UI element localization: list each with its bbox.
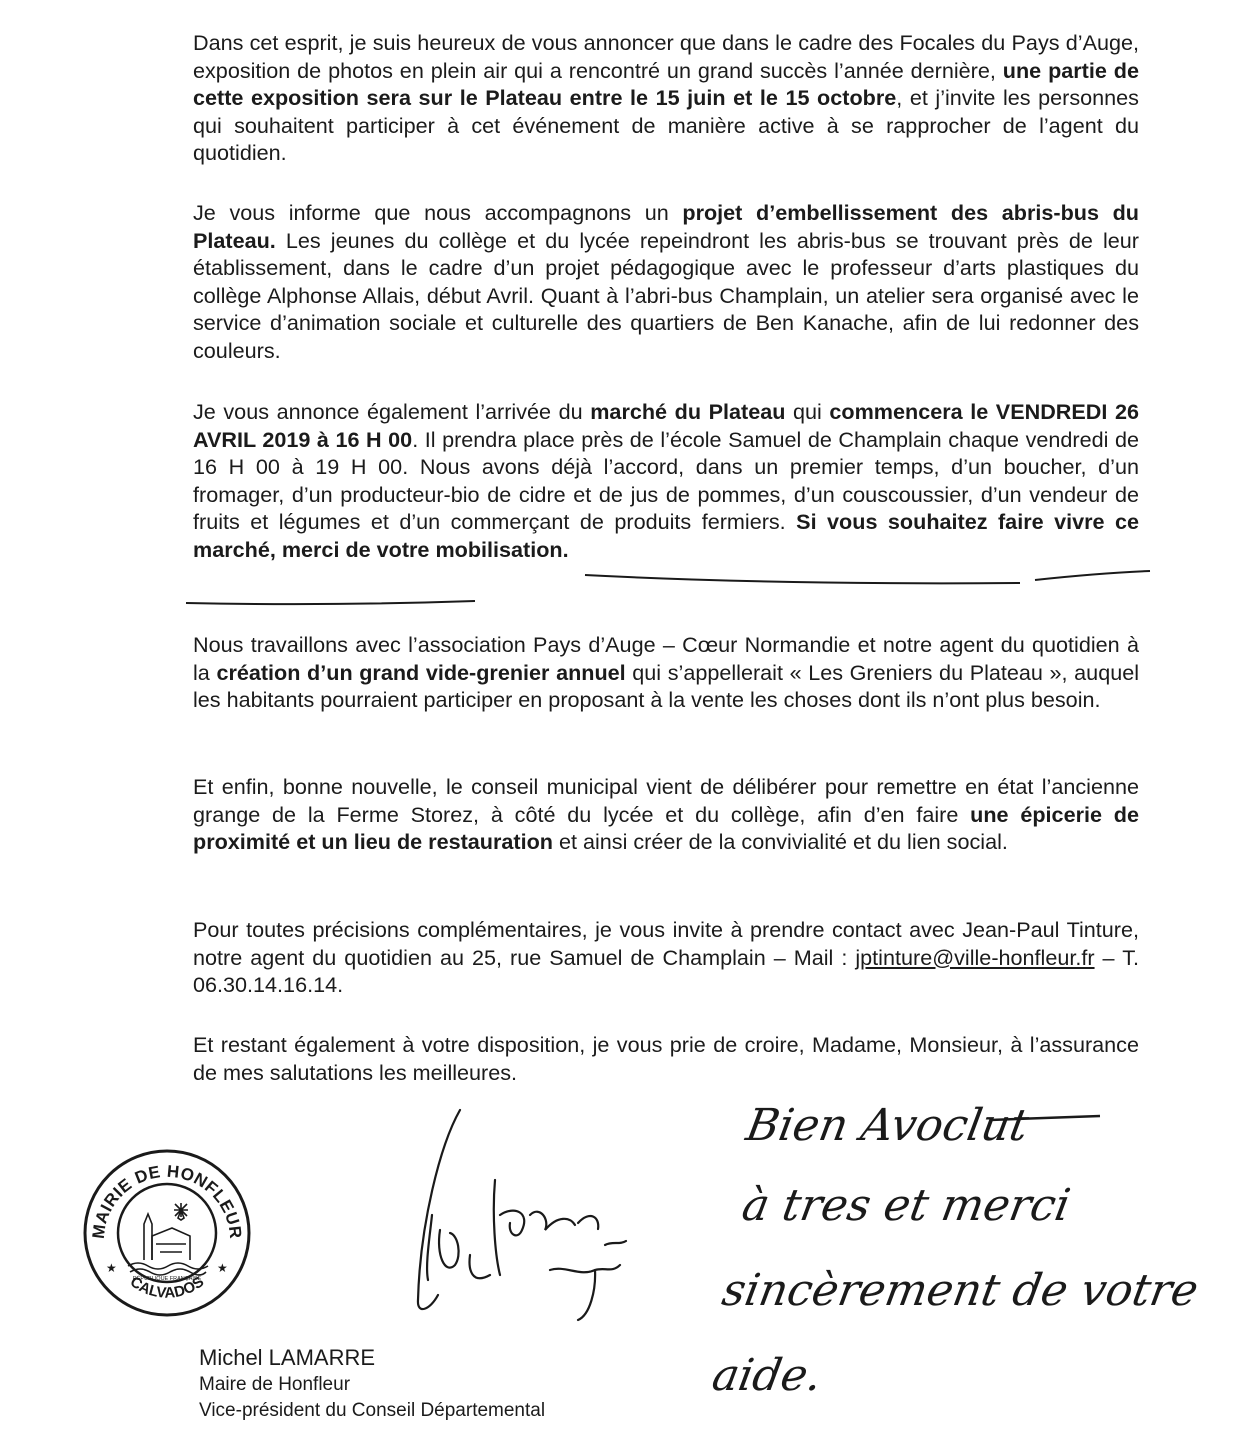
signer-name: Michel LAMARRE xyxy=(199,1345,376,1370)
signature xyxy=(400,1105,650,1335)
body-text: qui s’appellerait « Les Greniers du Plateau », auquel les habitants pourraient participer en proposant à la vente les choses dont ils n’ont plus besoin. xyxy=(193,659,1140,712)
body-text: . Il prendra place près de l’école Samuel de Champlain chaque vendredi de 16 H 00 à 19 H 00. Nous avons déjà l’accord, dans un premier temps, d’un boucher, d’un fromager, d’un producteur-bio de cidre et de jus de pommes, d’un couscoussier, d’un vendeur de fruits et légumes et d’un commerçant de produits fermiers. xyxy=(193,426,1139,534)
svg-text:à tres et merci: à tres et merci xyxy=(738,1180,1074,1231)
bold-text: création d’un grand vide-grenier annuel xyxy=(216,659,626,685)
body-text: , et j’invite les personnes qui souhaitent participer à cet événement de manière active à se rapprocher de l’agent du quotidien. xyxy=(193,85,1139,165)
body-text: Pour toutes précisions complémentaires, je vous invite à prendre contact avec Jean-Paul Tinture, notre agent du quotidien au 25, rue Samuel de Champlain – Mail : xyxy=(193,917,1139,970)
svg-text:Bien Avoclut: Bien Avoclut xyxy=(742,1100,1033,1151)
body-text: et ainsi créer de la convivialité et du lien social. xyxy=(552,829,1008,854)
signer-subtitle: Vice-président du Conseil Départemental xyxy=(199,1400,546,1421)
signer-block xyxy=(199,1344,545,1424)
body-text: Je vous annonce également l’arrivée du xyxy=(193,399,591,424)
body-text: qui xyxy=(785,399,830,424)
svg-text:★: ★ xyxy=(217,1261,228,1275)
bold-text: une partie de cette exposition sera sur le Plateau entre le 15 juin et le 15 octobre xyxy=(193,57,1139,110)
svg-text:sincèrement de votre: sincèrement de votre xyxy=(718,1265,1203,1316)
svg-text:MAIRIE DE HONFLEUR: MAIRIE DE HONFLEUR xyxy=(88,1161,246,1240)
email-link[interactable]: jptinture@ville-honfleur.fr xyxy=(855,944,1095,970)
body-text: – T. 06.30.14.16.14. xyxy=(193,944,1139,997)
bold-text: projet d’embellissement des abris-bus du Plateau. xyxy=(193,200,1139,253)
signer-title: Maire de Honfleur xyxy=(199,1374,351,1395)
paragraph-salutations xyxy=(193,1031,1139,1086)
paragraph-contact xyxy=(193,916,1139,999)
paragraph-vide-grenier xyxy=(193,631,1139,714)
bold-text: commencera le VENDREDI 26 AVRIL 2019 à 16 H 00 xyxy=(193,399,1139,452)
mairie-stamp xyxy=(82,1148,252,1318)
svg-text:aide.: aide. xyxy=(708,1350,826,1401)
body-text: Nous travaillons avec l’association Pays d’Auge – Cœur Normandie et notre agent du quotidien à la xyxy=(193,632,1139,685)
paragraph-marche xyxy=(193,398,1139,563)
paragraph-abris-bus xyxy=(193,199,1139,364)
body-text: Dans cet esprit, je suis heureux de vous annoncer que dans le cadre des Focales du Pays d’Auge, exposition de photos en plein air qui a rencontré un grand succès l’année dernière, xyxy=(193,30,1139,83)
body-text: Les jeunes du collège et du lycée repeindront les abris-bus se trouvant près de leur établissement, dans le cadre d’un projet pédagogique avec le professeur d’arts plastiques du collège Alphonse Allais, début Avril. Quant à l’abri-bus Champlain, un atelier sera organisé avec le service d’animation sociale et culturelle des quartiers de Ben Kanache, afin de lui redonner des couleurs. xyxy=(193,227,1139,363)
body-text: Je vous informe que nous accompagnons un xyxy=(193,200,683,225)
bold-text: Si vous souhaitez faire vivre ce marché, merci de votre mobilisation. xyxy=(193,509,1140,562)
svg-text:RÉPUBLIQUE FRANÇAISE: RÉPUBLIQUE FRANÇAISE xyxy=(132,1276,202,1282)
bold-text: marché du Plateau xyxy=(590,399,786,424)
bold-text: une épicerie de proximité et un lieu de restauration xyxy=(193,801,1139,854)
handwritten-note xyxy=(705,1080,1203,1420)
body-text: Et restant également à votre disposition, je vous prie de croire, Madame, Monsieur, à l’assurance de mes salutations les meilleures. xyxy=(193,1032,1139,1085)
paragraph-focales xyxy=(193,29,1139,167)
body-text: Et enfin, bonne nouvelle, le conseil municipal vient de délibérer pour remettre en état l’ancienne grange de la Ferme Storez, à côté du lycée et du collège, afin d’en faire xyxy=(193,774,1139,827)
svg-text:CALVADOS: CALVADOS xyxy=(126,1273,208,1302)
paragraph-epicerie xyxy=(193,773,1139,856)
svg-text:★: ★ xyxy=(106,1261,117,1275)
